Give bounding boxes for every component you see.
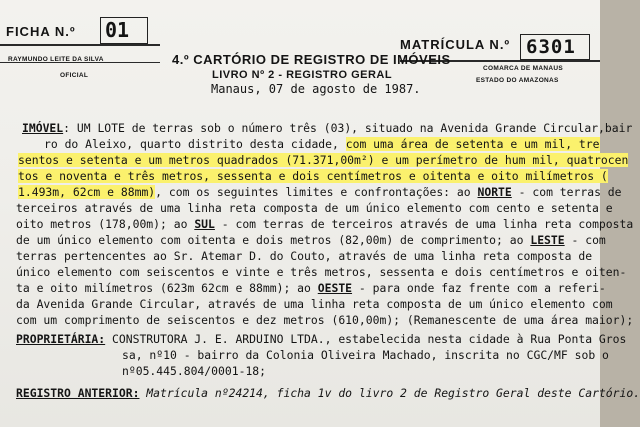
body-line-16: nº05.445.804/0001-18; xyxy=(122,364,267,378)
leste-label: LESTE xyxy=(530,233,565,247)
oeste-label: OESTE xyxy=(317,281,353,295)
body-line-2 xyxy=(44,137,600,152)
matricula-label: MATRÍCULA N.º xyxy=(400,37,511,52)
body-line-4 xyxy=(18,169,608,184)
highlighted-area-3: tos e noventa e três metros, sessenta e dois centímetros e oitenta e oito milímetros ( xyxy=(18,169,608,183)
norte-label: NORTE xyxy=(477,185,512,199)
body-line-5 xyxy=(18,185,622,200)
body-line-14 xyxy=(16,332,626,347)
comarca-caption: COMARCA DE MANAUS xyxy=(483,65,563,72)
estado-caption: ESTADO DO AMAZONAS xyxy=(476,77,559,84)
registro-anterior-text: Matrícula nº24214, ficha 1v do livro 2 de Registro Geral deste Cartório. xyxy=(139,386,640,400)
registro-anterior-label: REGISTRO ANTERIOR: xyxy=(16,386,140,400)
line5-tail: - com terras de xyxy=(511,185,622,199)
line5-text: , com os seguintes limites e confrontações: ao xyxy=(155,185,478,199)
body-line-7 xyxy=(16,217,633,232)
date-line: Manaus, 07 de agosto de 1987. xyxy=(211,82,421,96)
body-line-11 xyxy=(16,281,606,296)
header-rule-left xyxy=(0,44,160,46)
line8-tail: - com xyxy=(564,233,606,247)
ficha-label: FICHA N.º xyxy=(6,24,76,39)
body-line-12: da Avenida Grande Circular, através de uma linha reta composta de um único elemento com xyxy=(16,297,613,311)
body-line-9: terras pertencentes ao Sr. Atemar D. do Couto, através de uma linha reta composta de xyxy=(16,249,593,263)
imovel-text: : UM LOTE de terras sob o número três (03), situado na Avenida Grande Circular,bair xyxy=(63,121,633,135)
body-line-8 xyxy=(16,233,606,248)
body-line-15: sa, nº10 - bairro da Colonia Oliveira Machado, inscrita no CGC/MF sob o xyxy=(122,348,609,362)
cartorio-title: 4.º CARTÓRIO DE REGISTRO DE IMÓVEIS xyxy=(172,52,451,67)
highlighted-area-4: 1.493m, 62cm e 88mm) xyxy=(18,185,156,199)
ficha-number: 01 xyxy=(105,18,130,42)
proprietaria-text: CONSTRUTORA J. E. ARDUINO LTDA., estabelecida nesta cidade à Rua Ponta Gros xyxy=(105,332,627,346)
line11-tail: - para onde faz frente com a referi- xyxy=(352,281,606,295)
body-line-10: único elemento com seiscentos e vinte e três metros, sessenta e dois centímetros e oiten- xyxy=(16,265,627,279)
body-line-17 xyxy=(16,386,640,401)
body-line-1 xyxy=(22,121,632,136)
oficial-name: RAYMUNDO LEITE DA SILVA xyxy=(8,56,104,63)
line8-text: de um único elemento com oitenta e dois metros (82,00m) de comprimento; ao xyxy=(16,233,531,247)
body-line-3 xyxy=(18,153,628,168)
highlighted-area-1: com uma área de setenta e um mil, tre xyxy=(345,137,600,151)
line11-text: ta e oito milímetros (623m 62cm e 88mm); ao xyxy=(16,281,318,295)
line7-text: oito metros (178,00m); ao xyxy=(16,217,195,231)
line7-tail: - com terras de terceiros através de uma linha reta composta xyxy=(214,217,634,231)
oficial-title: OFICIAL xyxy=(60,72,89,79)
sul-label: SUL xyxy=(194,217,215,231)
line2-text: ro do Aleixo, quarto distrito desta cidade, xyxy=(44,137,346,151)
proprietaria-label: PROPRIETÁRIA: xyxy=(16,332,106,346)
imovel-label: IMÓVEL xyxy=(22,121,64,135)
highlighted-area-2: sentos e setenta e um metros quadrados (71.371,00m²) e um perímetro de hum mil, quatrocen xyxy=(18,153,629,167)
matricula-number: 6301 xyxy=(526,36,576,58)
body-line-13: com um comprimento de seiscentos e dez metros (610,00m); (Remanescente de uma área maior); xyxy=(16,313,634,327)
body-line-6: terceiros através de uma linha reta composta de um único elemento com cento e setenta e xyxy=(16,201,613,215)
livro-title: LIVRO Nº 2 - REGISTRO GERAL xyxy=(212,69,393,81)
